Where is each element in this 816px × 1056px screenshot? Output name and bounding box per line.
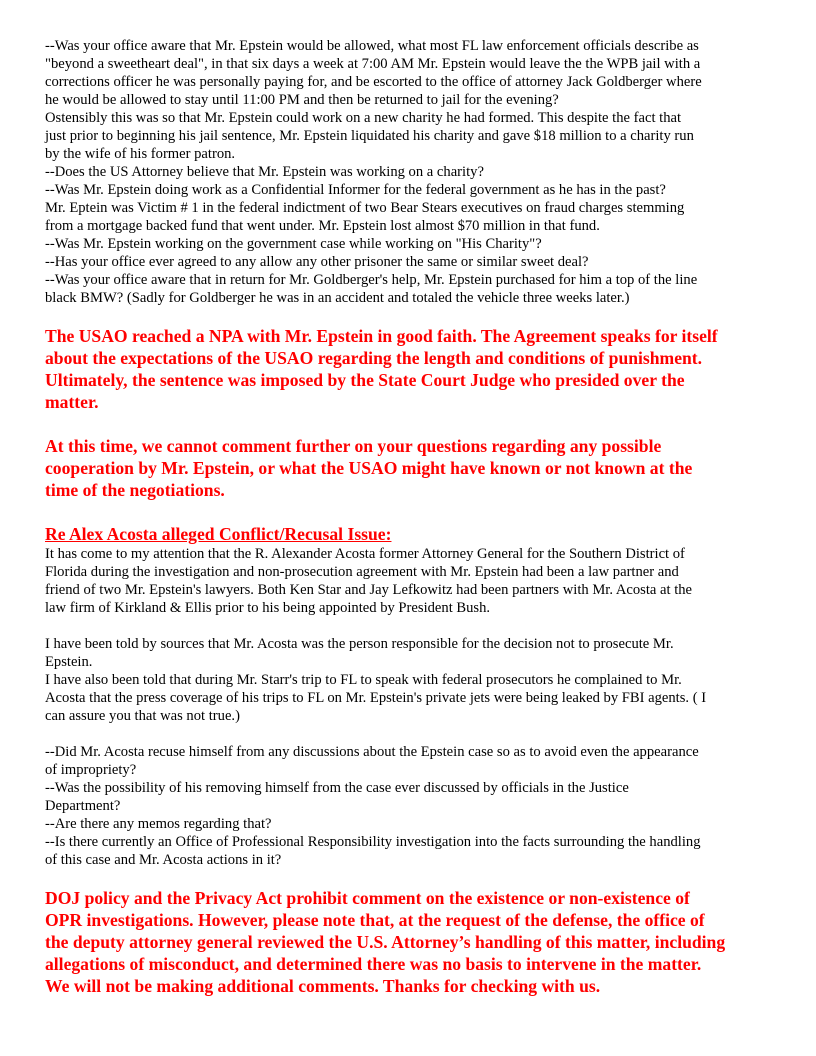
text-line: by the wife of his former patron.: [45, 146, 236, 162]
text-line: corrections officer he was personally paying for, and be escorted to the office of attorney Jack Goldberger where: [45, 74, 702, 90]
text-line: he would be allowed to stay until 11:00 PM and then be returned to jail for the evening?: [45, 92, 559, 108]
questions-block-epstein: [45, 37, 780, 307]
text-line: Department?: [45, 798, 121, 814]
text-line: --Is there currently an Office of Professional Responsibility investigation into the facts surrounding the handling: [45, 834, 701, 850]
section-heading: Re Alex Acosta alleged Conflict/Recusal Issue:: [45, 524, 392, 544]
text-line: --Are there any memos regarding that?: [45, 816, 272, 832]
text-line: black BMW? (Sadly for Goldberger he was in an accident and totaled the vehicle three weeks later.): [45, 290, 630, 306]
text-line: --Was your office aware that Mr. Epstein would be allowed, what most FL law enforcement officials describe as: [45, 38, 699, 54]
text-line: Acosta that the press coverage of his trips to FL on Mr. Epstein's private jets were being leaked by FBI agents. ( I: [45, 690, 707, 706]
text-line: Epstein.: [45, 654, 93, 670]
doj-response-opr: [45, 887, 780, 997]
sources-paragraph: [45, 635, 780, 725]
text-line: --Was your office aware that in return for Mr. Goldberger's help, Mr. Epstein purchased for him a top of the line: [45, 272, 698, 288]
response-line: OPR investigations. However, please note that, at the request of the defense, the office of: [45, 910, 705, 930]
text-line: --Was Mr. Epstein doing work as a Confidential Informer for the federal government as he has in the past?: [45, 182, 666, 198]
text-line: of impropriety?: [45, 762, 137, 778]
response-line: time of the negotiations.: [45, 480, 225, 500]
response-line: At this time, we cannot comment further on your questions regarding any possible: [45, 436, 662, 456]
text-line: Florida during the investigation and non-prosecution agreement with Mr. Epstein had been a law partner and: [45, 564, 679, 580]
response-line: the deputy attorney general reviewed the U.S. Attorney’s handling of this matter, including: [45, 932, 726, 952]
acosta-background-paragraph: [45, 545, 780, 617]
text-line: --Did Mr. Acosta recuse himself from any discussions about the Epstein case so as to avoid even the appearance: [45, 744, 699, 760]
usao-response-npa: [45, 325, 780, 413]
text-line: of this case and Mr. Acosta actions in it?: [45, 852, 282, 868]
response-line: DOJ policy and the Privacy Act prohibit comment on the existence or non-existence of: [45, 888, 690, 908]
response-line: The USAO reached a NPA with Mr. Epstein in good faith. The Agreement speaks for itself: [45, 326, 718, 346]
usao-response-cooperation: [45, 435, 780, 501]
text-line: --Was the possibility of his removing himself from the case ever discussed by officials in the Justice: [45, 780, 629, 796]
text-line: Ostensibly this was so that Mr. Epstein could work on a new charity he had formed. This despite the fact that: [45, 110, 682, 126]
text-line: from a mortgage backed fund that went under. Mr. Epstein lost almost $70 million in that fund.: [45, 218, 600, 234]
text-line: I have also been told that during Mr. Starr's trip to FL to speak with federal prosecutors he complained to Mr.: [45, 672, 682, 688]
response-line: about the expectations of the USAO regarding the length and conditions of punishment.: [45, 348, 703, 368]
text-line: It has come to my attention that the R. Alexander Acosta former Attorney General for the Southern District of: [45, 546, 685, 562]
response-line: cooperation by Mr. Epstein, or what the USAO might have known or not known at the: [45, 458, 693, 478]
text-line: I have been told by sources that Mr. Acosta was the person responsible for the decision not to prosecute Mr.: [45, 636, 674, 652]
document-page: [45, 37, 780, 997]
text-line: just prior to beginning his jail sentence, Mr. Epstein liquidated his charity and gave $18 million to a charity run: [45, 128, 694, 144]
response-line: allegations of misconduct, and determined there was no basis to intervene in the matter.: [45, 954, 702, 974]
response-line: We will not be making additional comments. Thanks for checking with us.: [45, 976, 601, 996]
text-line: --Does the US Attorney believe that Mr. Epstein was working on a charity?: [45, 164, 484, 180]
text-line: law firm of Kirkland & Ellis prior to his being appointed by President Bush.: [45, 600, 491, 616]
text-line: friend of two Mr. Epstein's lawyers. Both Ken Star and Jay Lefkowitz had been partners with Mr. Acosta at the: [45, 582, 693, 598]
response-line: Ultimately, the sentence was imposed by the State Court Judge who presided over the: [45, 370, 685, 390]
text-line: --Has your office ever agreed to any allow any other prisoner the same or similar sweet deal?: [45, 254, 589, 270]
text-line: Mr. Eptein was Victim # 1 in the federal indictment of two Bear Stears executives on fraud charges stemming: [45, 200, 685, 216]
text-line: can assure you that was not true.): [45, 708, 240, 724]
text-line: "beyond a sweetheart deal", in that six days a week at 7:00 AM Mr. Epstein would leave the the WPB jail with a: [45, 56, 701, 72]
questions-block-acosta: [45, 743, 780, 869]
response-line: matter.: [45, 392, 99, 412]
text-line: --Was Mr. Epstein working on the government case while working on "His Charity"?: [45, 236, 542, 252]
